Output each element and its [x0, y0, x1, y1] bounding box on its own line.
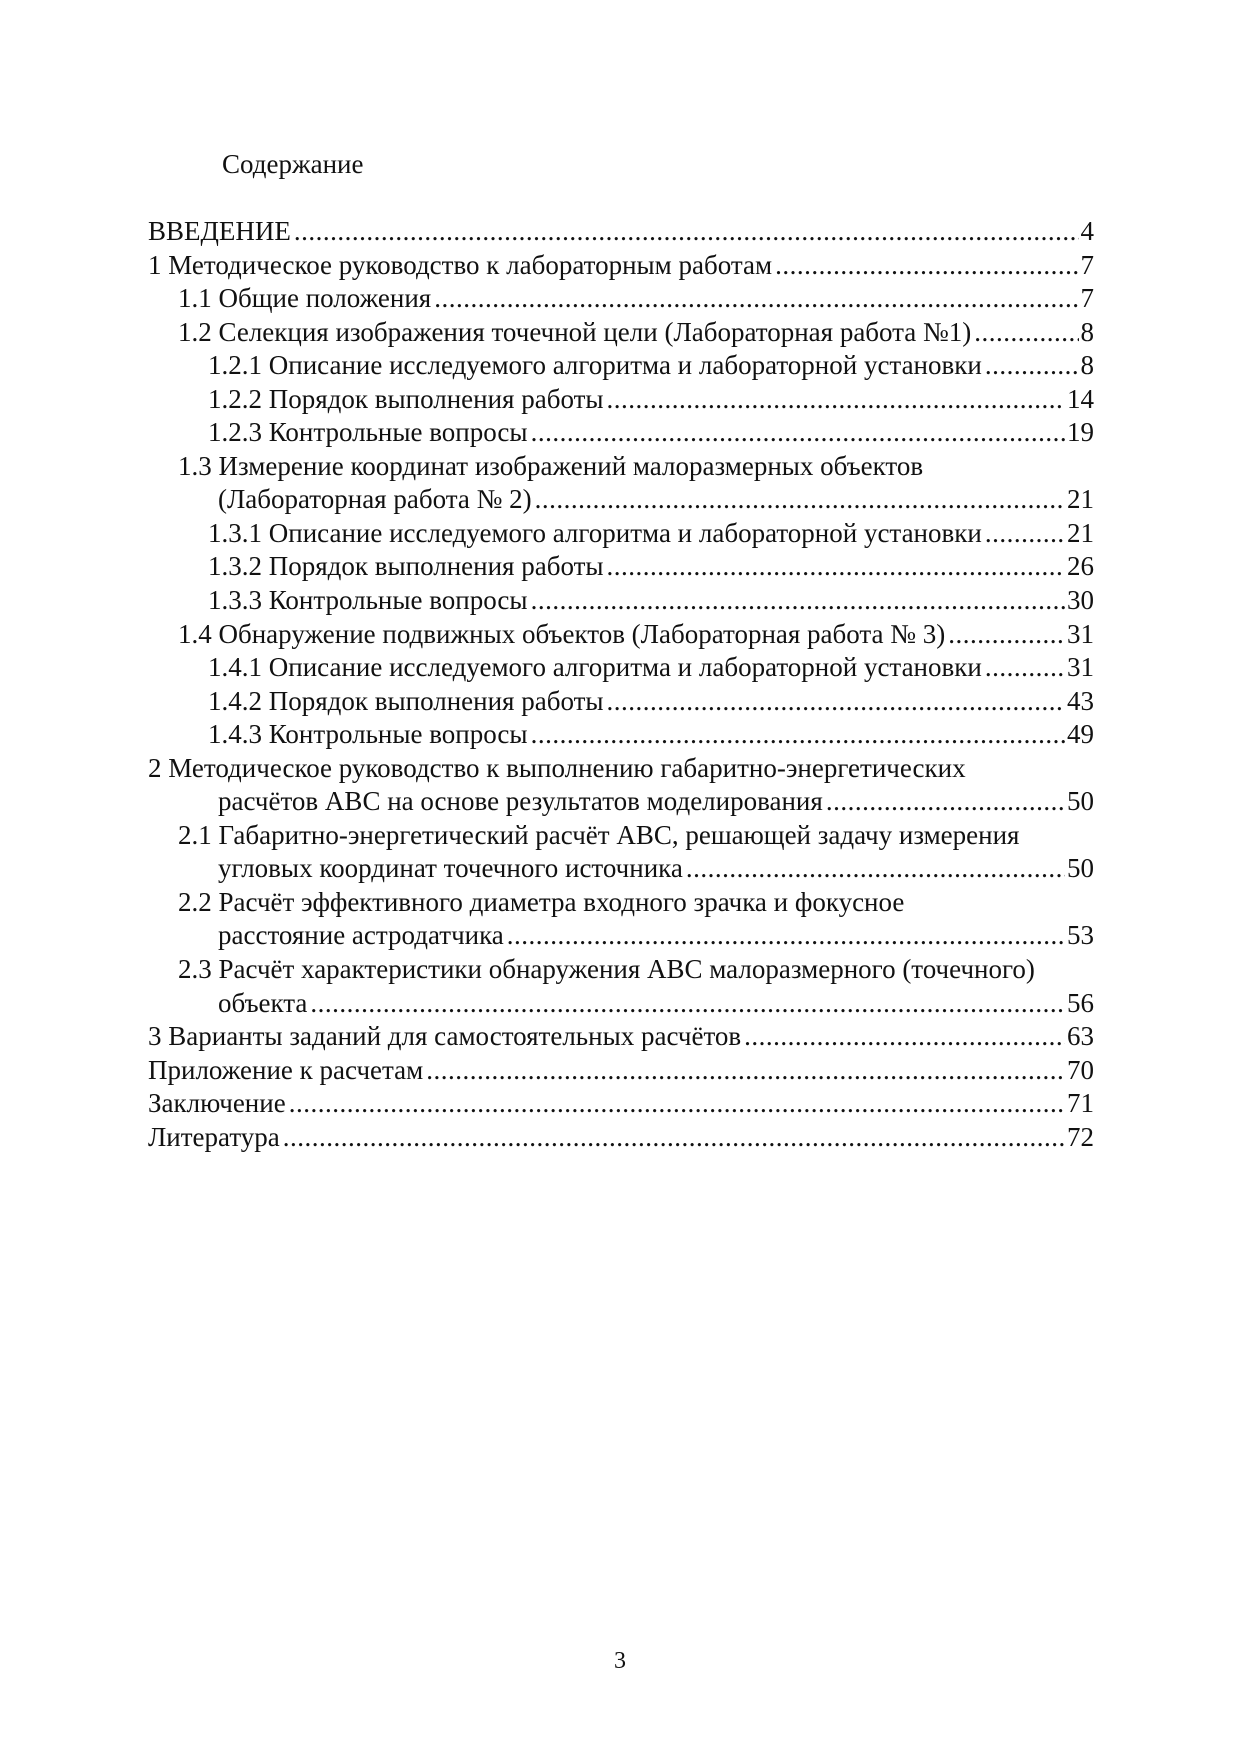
toc-line: [148, 584, 1094, 618]
toc-entry-title: объекта: [218, 987, 308, 1018]
toc-entry-title: 1.4.2 Порядок выполнения работы: [208, 685, 604, 716]
toc-entry-title: 1.3 Измерение координат изображений малоразмерных объектов: [178, 450, 924, 481]
toc-entry-title: 3 Варианты заданий для самостоятельных расчётов: [148, 1021, 742, 1052]
toc-line: [148, 886, 1094, 920]
toc-page-number: 31: [1067, 652, 1094, 683]
toc-entry[interactable]: [148, 416, 1094, 450]
toc-entry-title: 1.4.3 Контрольные вопросы: [208, 719, 528, 750]
toc-page-number: 31: [1067, 618, 1094, 649]
toc-entry-title: 1.2 Селекция изображения точечной цели (Лабораторная работа №1): [178, 316, 972, 347]
toc-entry[interactable]: [148, 584, 1094, 618]
toc-line: [148, 316, 1094, 350]
toc-entry[interactable]: [148, 349, 1094, 383]
toc-line: [148, 1020, 1094, 1054]
toc-entry-title: 2.1 Габаритно-энергетический расчёт АВС, решающей задачу измерения: [178, 819, 1020, 850]
toc-entry[interactable]: [148, 886, 1094, 953]
toc-entry-title: 1.4.1 Описание исследуемого алгоритма и лабораторной установки: [208, 652, 982, 683]
toc-page-number: 30: [1067, 585, 1094, 616]
toc-line: [148, 1054, 1094, 1088]
toc-line: [148, 651, 1094, 685]
toc-dot-leader: [531, 584, 1065, 618]
toc-entry-title: 1.3.1 Описание исследуемого алгоритма и лабораторной установки: [208, 517, 982, 548]
toc-entry-title: 2.3 Расчёт характеристики обнаружения АВС малоразмерного (точечного): [178, 954, 1035, 985]
toc-page-number: 7: [1080, 249, 1094, 280]
toc-dot-leader: [985, 349, 1079, 383]
toc-line: [148, 416, 1094, 450]
toc-entry-title: Заключение: [148, 1088, 286, 1119]
toc-dot-leader: [607, 550, 1065, 584]
toc-page-number: 53: [1067, 920, 1094, 951]
toc-dot-leader: [531, 718, 1065, 752]
toc-page-number: 21: [1067, 484, 1094, 515]
toc-dot-leader: [974, 316, 1078, 350]
toc-entry[interactable]: [148, 249, 1094, 283]
toc-entry-title: 1.3.2 Порядок выполнения работы: [208, 551, 604, 582]
toc-entry[interactable]: [148, 1020, 1094, 1054]
toc-page-number: 21: [1067, 517, 1094, 548]
toc-dot-leader: [283, 1121, 1065, 1155]
toc-entry-title: Приложение к расчетам: [148, 1054, 424, 1085]
toc-entry-title: 1 Методическое руководство к лабораторным работам: [148, 249, 773, 280]
toc-entry-title: угловых координат точечного источника: [218, 853, 683, 884]
toc-line: [148, 483, 1094, 517]
toc-dot-leader: [535, 483, 1065, 517]
toc-page-number: 50: [1067, 853, 1094, 884]
toc-dot-leader: [985, 651, 1065, 685]
toc-page-number: 26: [1067, 551, 1094, 582]
toc-line: [148, 383, 1094, 417]
toc-entry[interactable]: [148, 1121, 1094, 1155]
toc-line: [148, 450, 1094, 484]
toc-page-number: 63: [1067, 1021, 1094, 1052]
toc-entry[interactable]: [148, 685, 1094, 719]
toc-dot-leader: [607, 383, 1065, 417]
toc-entry-title: 1.2.2 Порядок выполнения работы: [208, 383, 604, 414]
table-of-contents: [148, 215, 1094, 1154]
toc-entry[interactable]: [148, 651, 1094, 685]
toc-entry[interactable]: [148, 517, 1094, 551]
toc-line: [148, 1087, 1094, 1121]
toc-line: [148, 919, 1094, 953]
toc-entry-title: 1.2.3 Контрольные вопросы: [208, 417, 528, 448]
toc-line: [148, 249, 1094, 283]
toc-page-number: 7: [1080, 283, 1094, 314]
toc-entry[interactable]: [148, 618, 1094, 652]
toc-page-number: 8: [1080, 316, 1094, 347]
toc-entry[interactable]: [148, 282, 1094, 316]
toc-dot-leader: [507, 919, 1065, 953]
toc-dot-leader: [744, 1020, 1065, 1054]
toc-page-number: 8: [1080, 350, 1094, 381]
toc-entry-title: 2.2 Расчёт эффективного диаметра входного зрачка и фокусное: [178, 886, 905, 917]
toc-entry-title: 1.4 Обнаружение подвижных объектов (Лабораторная работа № 3): [178, 618, 946, 649]
toc-line: [148, 987, 1094, 1021]
toc-page-number: 4: [1080, 216, 1094, 246]
toc-entry-title: 1.2.1 Описание исследуемого алгоритма и лабораторной установки: [208, 350, 982, 381]
toc-entry[interactable]: [148, 1087, 1094, 1121]
toc-page-number: 43: [1067, 685, 1094, 716]
toc-line: [148, 718, 1094, 752]
toc-line: [148, 550, 1094, 584]
toc-entry[interactable]: [148, 1054, 1094, 1088]
toc-dot-leader: [426, 1054, 1065, 1088]
toc-entry-title: Литература: [148, 1121, 280, 1152]
toc-page-number: 71: [1067, 1088, 1094, 1119]
toc-entry[interactable]: [148, 953, 1094, 1020]
page-number: 3: [614, 1648, 626, 1674]
toc-page-number: 70: [1067, 1054, 1094, 1085]
toc-dot-leader: [310, 987, 1065, 1021]
toc-entry[interactable]: [148, 215, 1094, 249]
toc-dot-leader: [289, 1087, 1065, 1121]
toc-entry-title: расстояние астродатчика: [218, 920, 504, 951]
toc-page-number: 49: [1067, 719, 1094, 750]
toc-dot-leader: [294, 215, 1079, 249]
toc-entry[interactable]: [148, 718, 1094, 752]
toc-entry-title: 2 Методическое руководство к выполнению габаритно-энергетических: [148, 752, 966, 783]
toc-page-number: 19: [1067, 417, 1094, 448]
toc-entry[interactable]: [148, 819, 1094, 886]
toc-line: [148, 752, 1094, 786]
toc-line: [148, 685, 1094, 719]
toc-entry[interactable]: [148, 450, 1094, 517]
toc-page-number: 50: [1067, 786, 1094, 817]
toc-line: [148, 785, 1094, 819]
toc-line: [148, 852, 1094, 886]
toc-dot-leader: [985, 517, 1065, 551]
toc-dot-leader: [434, 282, 1078, 316]
toc-dot-leader: [948, 618, 1065, 652]
toc-entry[interactable]: [148, 316, 1094, 350]
toc-line: [148, 819, 1094, 853]
toc-line: [148, 1121, 1094, 1155]
toc-line: [148, 953, 1094, 987]
toc-entry-title: ВВЕДЕНИЕ: [148, 216, 291, 246]
toc-dot-leader: [775, 249, 1078, 283]
toc-dot-leader: [607, 685, 1065, 719]
toc-entry[interactable]: [148, 550, 1094, 584]
toc-line: [148, 517, 1094, 551]
toc-page-number: 56: [1067, 987, 1094, 1018]
toc-entry-title: расчётов АВС на основе результатов моделирования: [218, 786, 823, 817]
toc-line: [148, 215, 1094, 249]
toc-entry-title: (Лабораторная работа № 2): [218, 484, 532, 515]
toc-line: [148, 282, 1094, 316]
toc-entry-title: 1.3.3 Контрольные вопросы: [208, 585, 528, 616]
toc-page-number: 14: [1067, 383, 1094, 414]
toc-entry[interactable]: [148, 383, 1094, 417]
toc-line: [148, 349, 1094, 383]
toc-dot-leader: [686, 852, 1065, 886]
toc-page-number: 72: [1067, 1121, 1094, 1152]
toc-dot-leader: [531, 416, 1065, 450]
toc-dot-leader: [826, 785, 1065, 819]
toc-entry[interactable]: [148, 752, 1094, 819]
toc-line: [148, 618, 1094, 652]
toc-entry-title: 1.1 Общие положения: [178, 283, 432, 314]
page-title: Содержание: [222, 149, 364, 179]
